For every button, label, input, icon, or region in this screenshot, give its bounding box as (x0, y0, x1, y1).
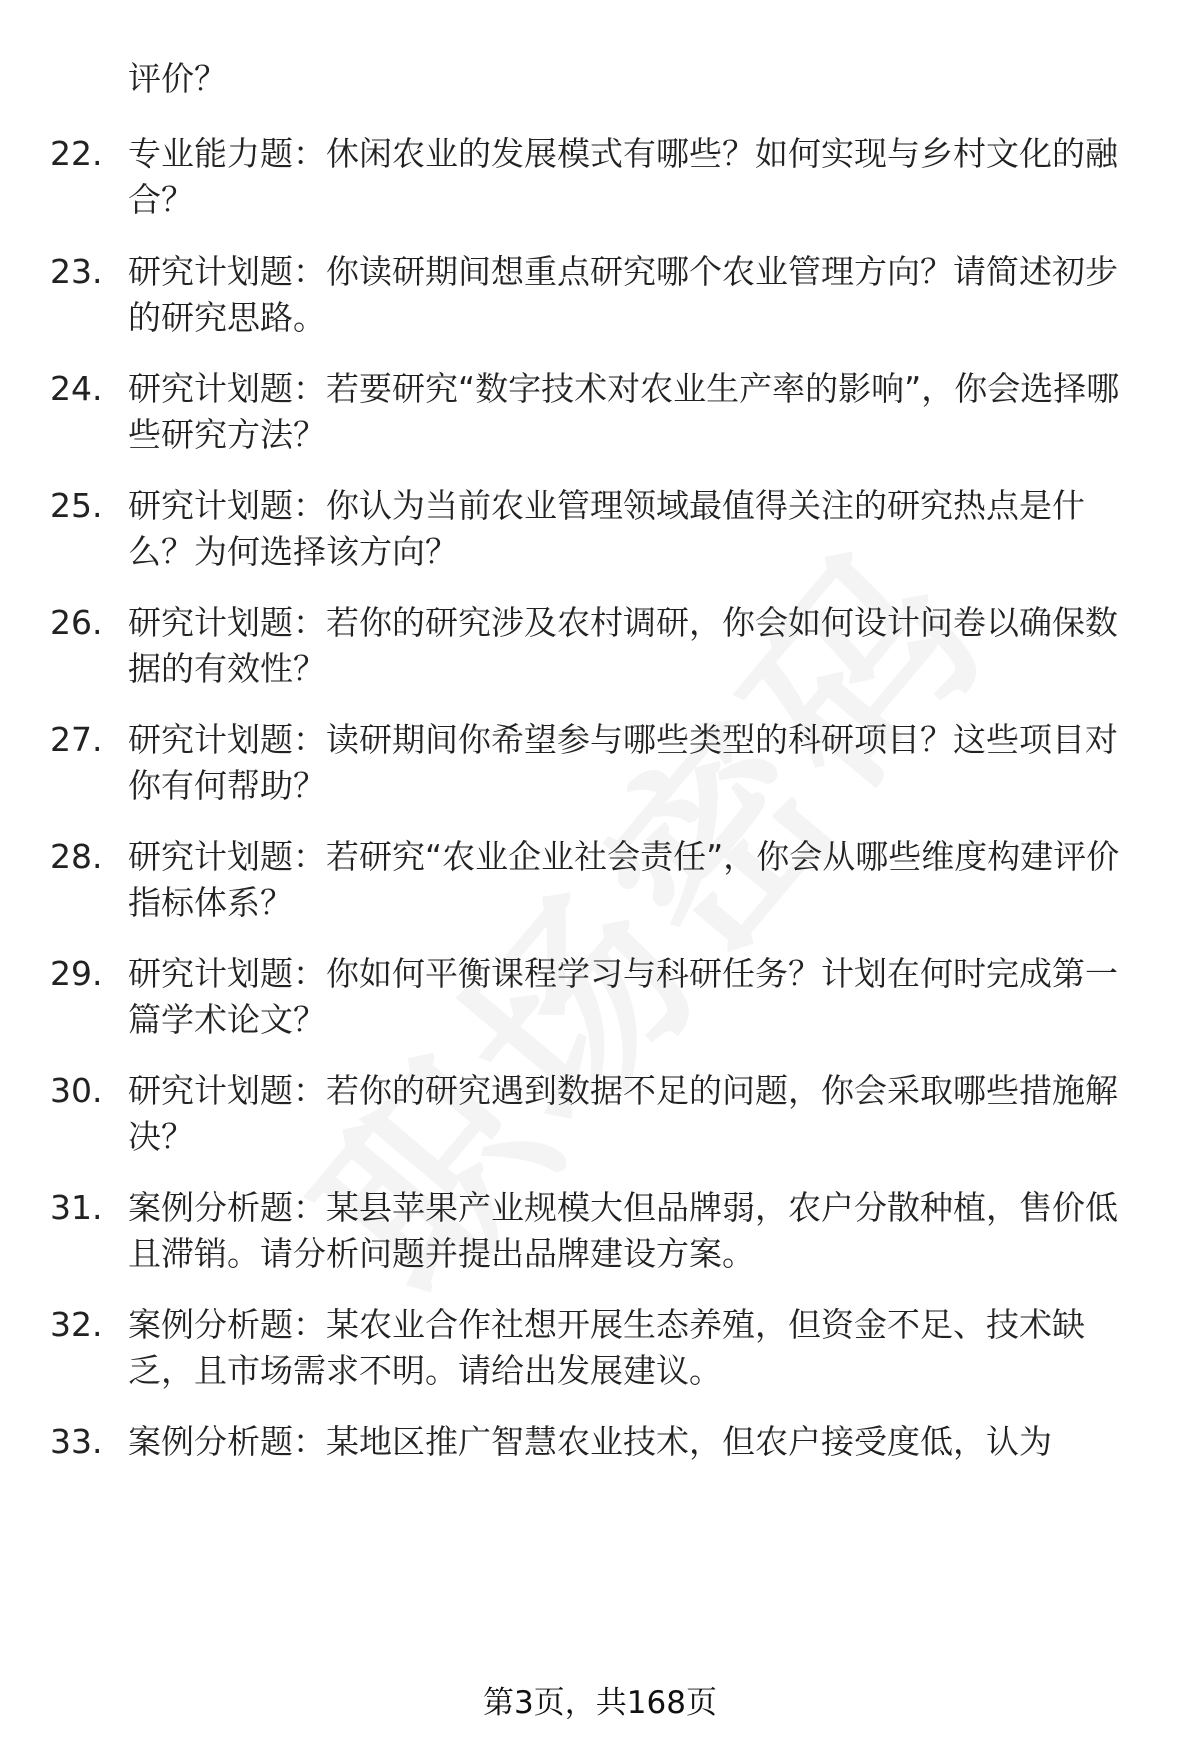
question-item-29 (50, 951, 1140, 1051)
question-text: 研究计划题：若你的研究遇到数据不足的问题，你会采取哪些措施解决？ (128, 1071, 1118, 1156)
question-number: 25. (50, 486, 103, 525)
question-number: 26. (50, 603, 103, 642)
question-number: 33. (50, 1422, 103, 1461)
question-text: 案例分析题：某地区推广智慧农业技术，但农户接受度低，认为 (128, 1422, 1052, 1461)
question-item-26 (50, 600, 1140, 700)
question-text: 研究计划题：读研期间你希望参与哪些类型的科研项目？这些项目对你有何帮助？ (128, 720, 1118, 805)
question-number: 24. (50, 369, 103, 408)
question-text: 研究计划题：你认为当前农业管理领域最值得关注的研究热点是什么？为何选择该方向？ (128, 486, 1085, 571)
question-number: 31. (50, 1188, 103, 1227)
question-text: 研究计划题：若研究“农业企业社会责任”，你会从哪些维度构建评价指标体系？ (128, 837, 1120, 922)
question-number: 29. (50, 954, 103, 993)
question-text: 研究计划题：你如何平衡课程学习与科研任务？计划在何时完成第一篇学术论文？ (128, 954, 1118, 1039)
question-text: 案例分析题：某农业合作社想开展生态养殖，但资金不足、技术缺乏，且市场需求不明。请给出发展建议。 (128, 1305, 1085, 1390)
question-number: 28. (50, 837, 103, 876)
question-item-33 (50, 1419, 1140, 1519)
question-text: 研究计划题：你读研期间想重点研究哪个农业管理方向？请简述初步的研究思路。 (128, 252, 1118, 337)
question-text: 专业能力题：休闲农业的发展模式有哪些？如何实现与乡村文化的融合？ (128, 134, 1118, 219)
question-number: 30. (50, 1071, 103, 1110)
question-text: 研究计划题：若你的研究涉及农村调研，你会如何设计问卷以确保数据的有效性？ (128, 603, 1118, 688)
question-item-24 (50, 366, 1140, 466)
question-item-23 (50, 249, 1140, 349)
question-number: 23. (50, 252, 103, 291)
question-item-28 (50, 834, 1140, 934)
question-number: 27. (50, 720, 103, 759)
question-number: 32. (50, 1305, 103, 1344)
question-item-30 (50, 1068, 1140, 1168)
question-item-22 (50, 131, 1140, 231)
question-text: 案例分析题：某县苹果产业规模大但品牌弱，农户分散种植，售价低且滞销。请分析问题并提出品牌建设方案。 (128, 1188, 1118, 1273)
question-text: 研究计划题：若要研究“数字技术对农业生产率的影响”，你会选择哪些研究方法？ (128, 369, 1120, 454)
question-item-31 (50, 1185, 1140, 1285)
continuation-text: 评价？ (128, 59, 227, 98)
page-footer: 第3页，共168页 (483, 1685, 717, 1721)
question-number: 22. (50, 134, 103, 173)
question-item-25 (50, 483, 1140, 583)
question-item-32 (50, 1302, 1140, 1402)
question-item-27 (50, 717, 1140, 817)
